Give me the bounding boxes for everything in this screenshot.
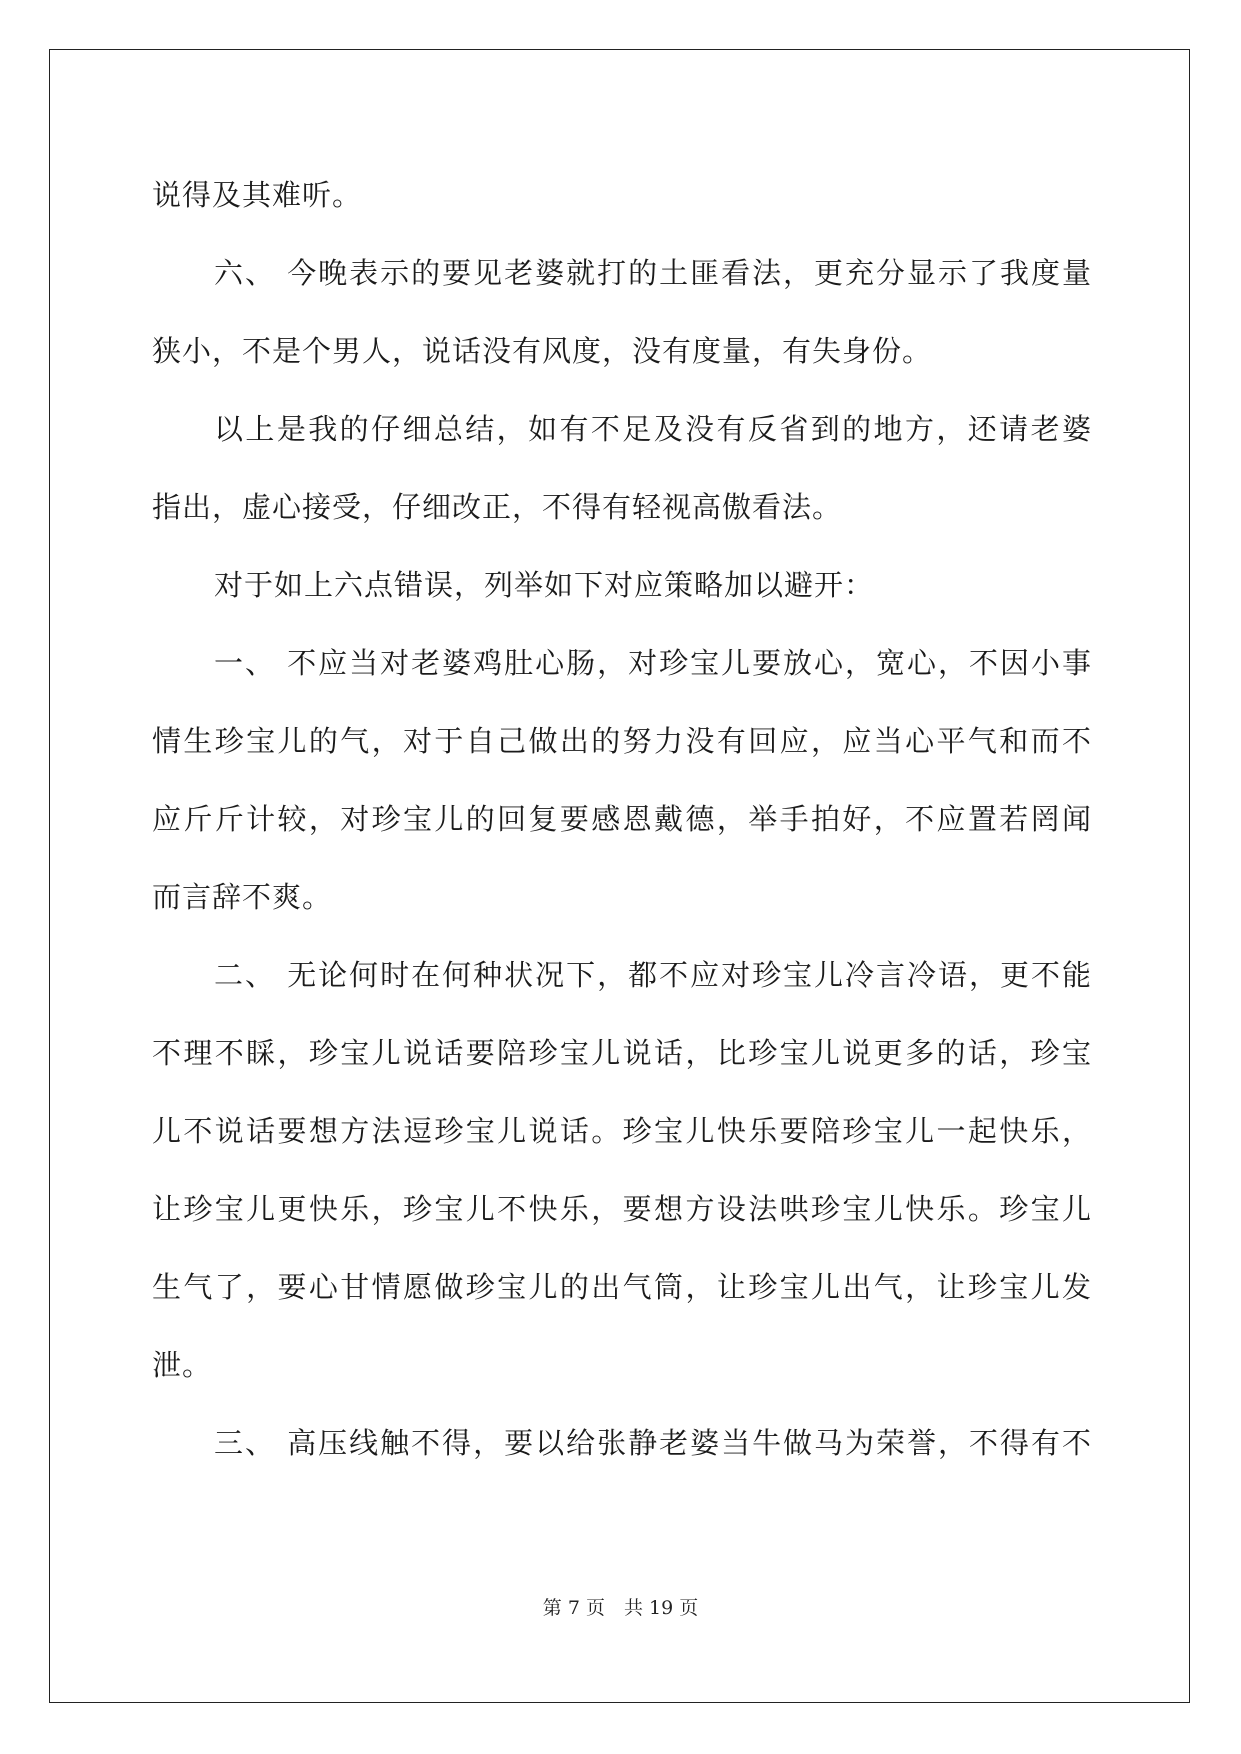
text-line: 儿不说话要想方法逗珍宝儿说话。珍宝儿快乐要陪珍宝儿一起快乐，	[152, 1114, 1092, 1148]
text-line: 二、 无论何时在何种状况下，都不应对珍宝儿冷言冷语，更不能	[214, 958, 1092, 992]
text-line: 让珍宝儿更快乐，珍宝儿不快乐，要想方设法哄珍宝儿快乐。珍宝儿	[152, 1192, 1092, 1226]
text-line: 而言辞不爽。	[152, 880, 333, 914]
page-footer: 第 7 页 共 19 页	[542, 1597, 699, 1619]
text-line: 生气了，要心甘情愿做珍宝儿的出气筒，让珍宝儿出气，让珍宝儿发	[152, 1270, 1092, 1304]
text-line: 应斤斤计较，对珍宝儿的回复要感恩戴德，举手拍好，不应置若罔闻	[152, 802, 1092, 836]
text-line: 情生珍宝儿的气，对于自己做出的努力没有回应，应当心平气和而不	[152, 724, 1092, 758]
text-line: 三、 高压线触不得，要以给张静老婆当牛做马为荣誉，不得有不	[214, 1426, 1092, 1460]
text-line: 一、 不应当对老婆鸡肚心肠，对珍宝儿要放心，宽心，不因小事	[214, 646, 1092, 680]
text-line: 指出，虚心接受，仔细改正，不得有轻视高傲看法。	[152, 490, 843, 524]
text-line: 对于如上六点错误，列举如下对应策略加以避开：	[214, 568, 875, 602]
text-line: 不理不睬，珍宝儿说话要陪珍宝儿说话，比珍宝儿说更多的话，珍宝	[152, 1036, 1092, 1070]
text-line: 六、 今晚表示的要见老婆就打的土匪看法，更充分显示了我度量	[214, 256, 1092, 290]
text-line: 狭小，不是个男人，说话没有风度，没有度量，有失身份。	[152, 334, 933, 368]
text-line: 泄。	[152, 1348, 213, 1382]
text-line: 以上是我的仔细总结，如有不足及没有反省到的地方，还请老婆	[214, 412, 1092, 446]
document-body	[152, 156, 1092, 1482]
text-line: 说得及其难听。	[152, 178, 363, 212]
